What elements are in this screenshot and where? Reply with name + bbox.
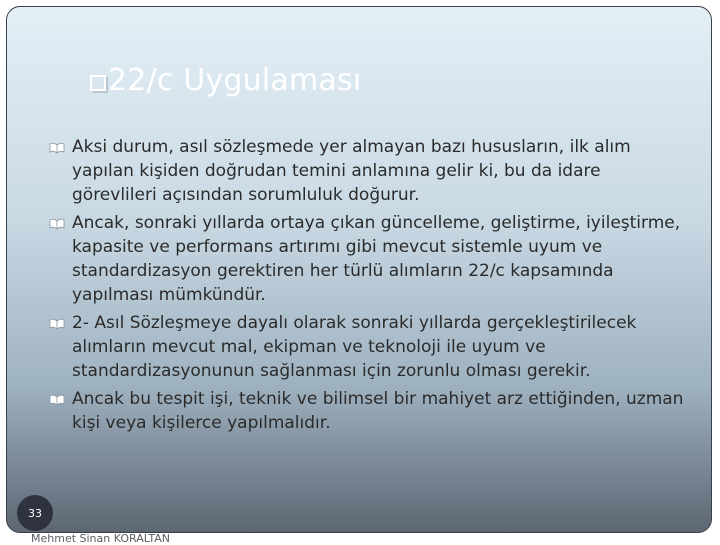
list-item — [49, 311, 689, 383]
book-bullet-icon — [49, 142, 65, 154]
bullet-text: 2- Asıl Sözleşmeye dayalı olarak sonraki yıllarda gerçekleştirilecek alımların mevcut mal, ekipman ve teknoloji ile uyum ve standardizasyonunun sağlanması için zorunlu olması gerekir. — [72, 313, 637, 381]
title-row — [90, 63, 361, 98]
page-number-badge — [17, 495, 53, 531]
book-bullet-icon — [49, 318, 65, 330]
bullet-list — [49, 135, 689, 439]
checkbox-bullet-icon — [90, 75, 106, 91]
book-bullet-icon — [49, 394, 65, 406]
bullet-text: Ancak bu tespit işi, teknik ve bilimsel bir mahiyet arz ettiğinden, uzman kişi veya kişilerce yapılmalıdır. — [72, 389, 684, 433]
page-number: 33 — [28, 506, 42, 520]
footer-author: Mehmet Sinan KORALTAN — [31, 532, 170, 545]
list-item — [49, 135, 689, 207]
slide — [6, 6, 712, 545]
book-bullet-icon — [49, 218, 65, 230]
list-item — [49, 211, 689, 307]
list-item — [49, 387, 689, 435]
slide-title: 22/c Uygulaması — [108, 63, 362, 98]
bullet-text: Ancak, sonraki yıllarda ortaya çıkan güncelleme, geliştirme, iyileştirme, kapasite ve performans artırımı gibi mevcut sistemle uyum ve standardizasyon gerektiren her türlü alımların 22/c kapsamında yapılması mümkündür. — [72, 213, 681, 305]
bullet-text: Aksi durum, asıl sözleşmede yer almayan bazı hususların, ilk alım yapılan kişiden doğrudan temini anlamına gelir ki, bu da idare görevlileri açısından sorumluluk doğurur. — [72, 137, 631, 205]
